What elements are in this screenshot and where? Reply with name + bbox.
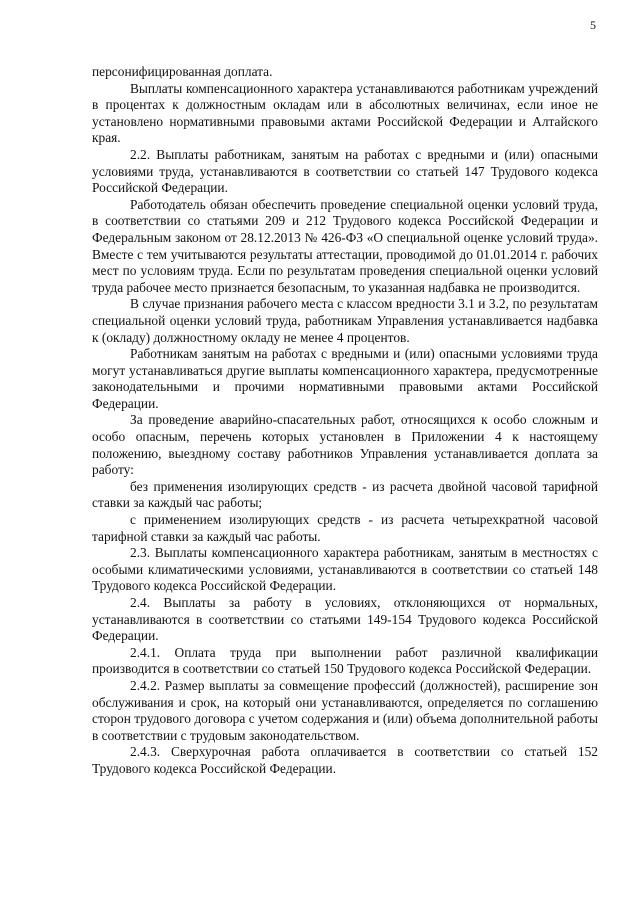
- paragraph: В случае признания рабочего места с классом вредности 3.1 и 3.2, по результатам специальной оценки условий труда, работникам Управления устанавливается надбавка к (окладу) должностному окладу не менее 4 процентов.: [92, 296, 598, 345]
- paragraph: 2.3. Выплаты компенсационного характера работникам, занятым в местностях с особыми климатическими условиями, устанавливаются в соответствии со статьей 148 Трудового кодекса Российской Федерации.: [92, 545, 598, 594]
- paragraph: 2.4.1. Оплата труда при выполнении работ различной квалификации производится в соответствии со статьей 150 Трудового кодекса Российской Федерации.: [92, 644, 598, 677]
- paragraph: Выплаты компенсационного характера устанавливаются работникам учреждений в процентах к должностным окладам или в абсолютных величинах, если иное не установлено нормативными правовыми актами Российской Федерации и Алтайского края.: [92, 80, 598, 146]
- paragraph: 2.4. Выплаты за работу в условиях, отклоняющихся от нормальных, устанавливаются в соответствии со статьями 149-154 Трудового кодекса Российской Федерации.: [92, 595, 598, 644]
- paragraph: без применения изолирующих средств - из расчета двойной часовой тарифной ставки за каждый час работы;: [92, 478, 598, 511]
- paragraph: персонифицированная доплата.: [92, 64, 273, 79]
- paragraph: Работникам занятым на работах с вредными и (или) опасными условиями труда могут устанавливаться другие выплаты компенсационного характера, предусмотренные законодательными и прочими нормативными правовыми актами Российской Федерации.: [92, 346, 598, 411]
- paragraph: 2.4.2. Размер выплаты за совмещение профессий (должностей), расширение зон обслуживания и срок, на который они устанавливаются, определяется по соглашению сторон трудового договора с учетом содержания и (или) объема дополнительной работы в соответствии с трудовым законодательством.: [92, 677, 598, 743]
- paragraph: 2.2. Выплаты работникам, занятым на работах с вредными и (или) опасными условиями труда, устанавливаются в соответствии со статьей 147 Трудового кодекса Российской Федерации.: [92, 146, 598, 196]
- page-number: 5: [590, 18, 596, 32]
- paragraph: с применением изолирующих средств - из расчета четырехкратной часовой тарифной ставки за каждый час работы.: [92, 512, 598, 544]
- paragraph: Работодатель обязан обеспечить проведение специальной оценки условий труда, в соответствии со статьями 209 и 212 Трудового кодекса Российской Федерации и Федеральным законом от 28.12.2013 № 426-ФЗ «О специальной оценке условий труда». Вместе с тем учитываются результаты аттестации, проводимой до 01.01.2014 г. рабочих мест по условиям труда. Если по результатам проведения специальной оценки условий труда рабочее место признается безопасным, то указанная надбавка не производится.: [92, 196, 598, 295]
- paragraph: 2.4.3. Сверхурочная работа оплачивается в соответствии со статьей 152 Трудового кодекса Российской Федерации.: [92, 744, 598, 776]
- paragraph: За проведение аварийно-спасательных работ, относящихся к особо сложным и особо опасным, перечень которых установлен в Приложении 4 к настоящему положению, выездному составу работников Управления устанавливается доплата за работу:: [92, 412, 598, 478]
- document-body: [92, 64, 598, 778]
